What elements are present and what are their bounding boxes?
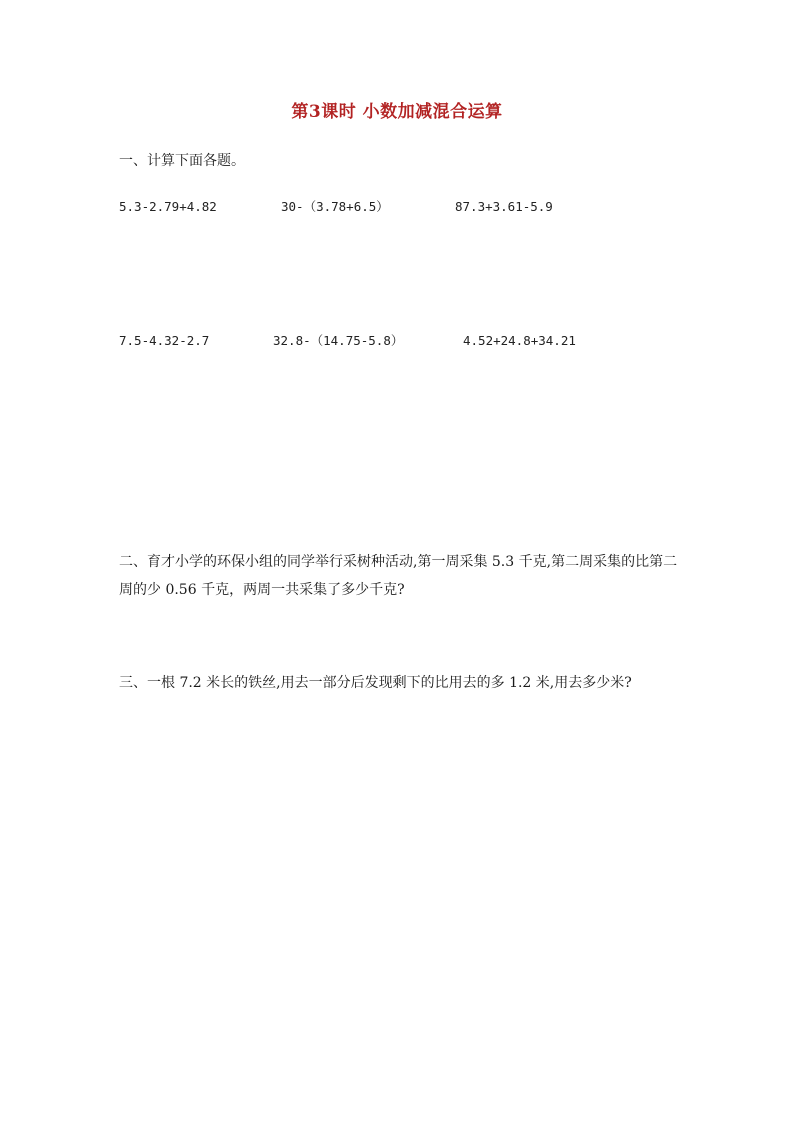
section-3-line-1: 三、一根 7.2 米长的铁丝,用去一部分后发现剩下的比用去的多 1.2 米,用去多少米?: [119, 675, 632, 691]
section-3-word-problem: [119, 669, 679, 697]
problem-1-3: 87.3+3.61-5.9: [455, 199, 553, 214]
problem-2-3: 4.52+24.8+34.21: [463, 333, 576, 348]
section-2-line-1: 二、育才小学的环保小组的同学举行采树种活动,第一周采集 5.3 千克,第二周采集的比第二: [119, 554, 678, 570]
section-2-word-problem: [119, 548, 679, 604]
section-1-heading: 一、计算下面各题。: [119, 153, 245, 169]
problem-1-1: 5.3-2.79+4.82: [119, 199, 217, 214]
problem-2-2: 32.8-（14.75-5.8）: [273, 333, 404, 348]
problem-2-1: 7.5-4.32-2.7: [119, 333, 210, 348]
page-title: 第3课时 小数加减混合运算: [291, 102, 503, 122]
problem-1-2: 30-（3.78+6.5）: [281, 199, 389, 214]
section-2-line-2: 周的少 0.56 千克，两周一共采集了多少千克?: [119, 582, 405, 598]
